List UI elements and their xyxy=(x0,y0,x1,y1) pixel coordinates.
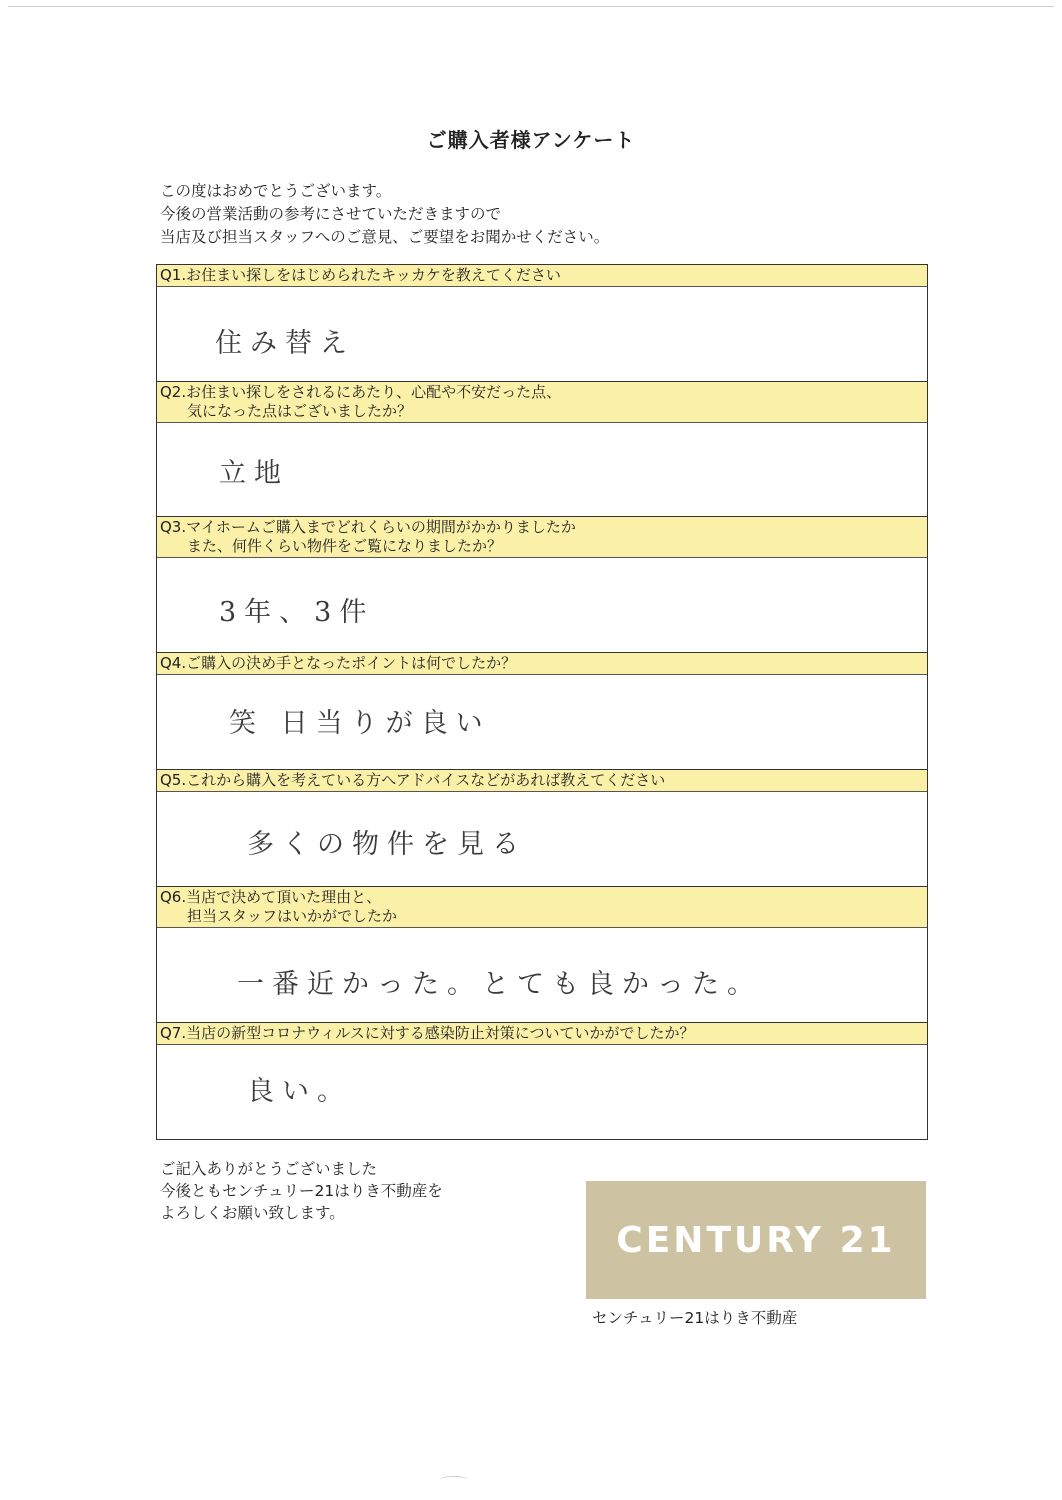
question-q5 xyxy=(157,770,927,792)
answer-q3 xyxy=(157,558,927,653)
handwritten-answer: 3年、3件 xyxy=(219,597,375,628)
handwritten-answer: 多くの物件を見る xyxy=(247,829,527,860)
question-line: Q2.お住まい探しをされるにあたり、心配や不安だった点、 xyxy=(160,383,562,401)
answer-q1 xyxy=(157,287,927,382)
question-q7 xyxy=(157,1023,927,1045)
answer-q4 xyxy=(157,675,927,770)
question-line: Q1.お住まい探しをはじめられたキッカケを教えてください xyxy=(160,266,561,284)
closing-line: よろしくお願い致します。 xyxy=(160,1204,345,1222)
closing-line: 今後ともセンチュリー21はりき不動産を xyxy=(160,1182,443,1200)
logo-wordmark: CENTURY 21 xyxy=(616,1219,896,1261)
page-top-edge xyxy=(8,6,1054,7)
survey-table xyxy=(156,264,928,1140)
scan-artifact xyxy=(440,1476,468,1483)
question-line: Q4.ご購入の決め手となったポイントは何でしたか？ xyxy=(160,654,517,672)
handwritten-answer: 立地 xyxy=(219,458,289,489)
handwritten-answer: 良い。 xyxy=(247,1076,352,1107)
question-line: Q7.当店の新型コロナウィルスに対する感染防止対策についていかがでしたか？ xyxy=(160,1024,695,1042)
century21-logo xyxy=(586,1181,926,1299)
answer-q5 xyxy=(157,792,927,887)
handwritten-answer: 一番近かった。とても良かった。 xyxy=(237,969,762,1000)
intro-text xyxy=(160,180,609,249)
intro-line: 当店及び担当スタッフへのご意見、ご要望をお聞かせください。 xyxy=(160,228,610,246)
intro-line: 今後の営業活動の参考にさせていただきますので xyxy=(160,205,502,223)
question-line: Q3.マイホームご購入までどれくらいの期間がかかりましたか xyxy=(160,518,576,536)
question-line: 担当スタッフはいかがでしたか xyxy=(187,907,398,925)
answer-q2 xyxy=(157,423,927,517)
question-q3 xyxy=(157,517,927,558)
answer-q7 xyxy=(157,1045,927,1139)
question-line: 気になった点はございましたか？ xyxy=(187,402,413,420)
handwritten-answer: 住み替え xyxy=(215,328,355,359)
question-q1 xyxy=(157,265,927,287)
answer-q6 xyxy=(157,928,927,1023)
page-title: ご購入者様アンケート xyxy=(426,128,636,152)
handwritten-answer: 笑 日当りが良い xyxy=(229,708,491,739)
company-name: センチュリー21はりき不動産 xyxy=(592,1309,798,1327)
question-q4 xyxy=(157,653,927,675)
question-q2 xyxy=(157,382,927,423)
question-line: また、何件くらい物件をご覧になりましたか？ xyxy=(187,537,503,555)
intro-line: この度はおめでとうございます。 xyxy=(160,182,392,200)
question-line: Q5.これから購入を考えている方へアドバイスなどがあれば教えてください xyxy=(160,771,666,789)
closing-line: ご記入ありがとうございました xyxy=(160,1160,378,1178)
question-q6 xyxy=(157,887,927,928)
question-line: Q6.当店で決めて頂いた理由と、 xyxy=(160,888,382,906)
closing-text xyxy=(160,1158,443,1224)
